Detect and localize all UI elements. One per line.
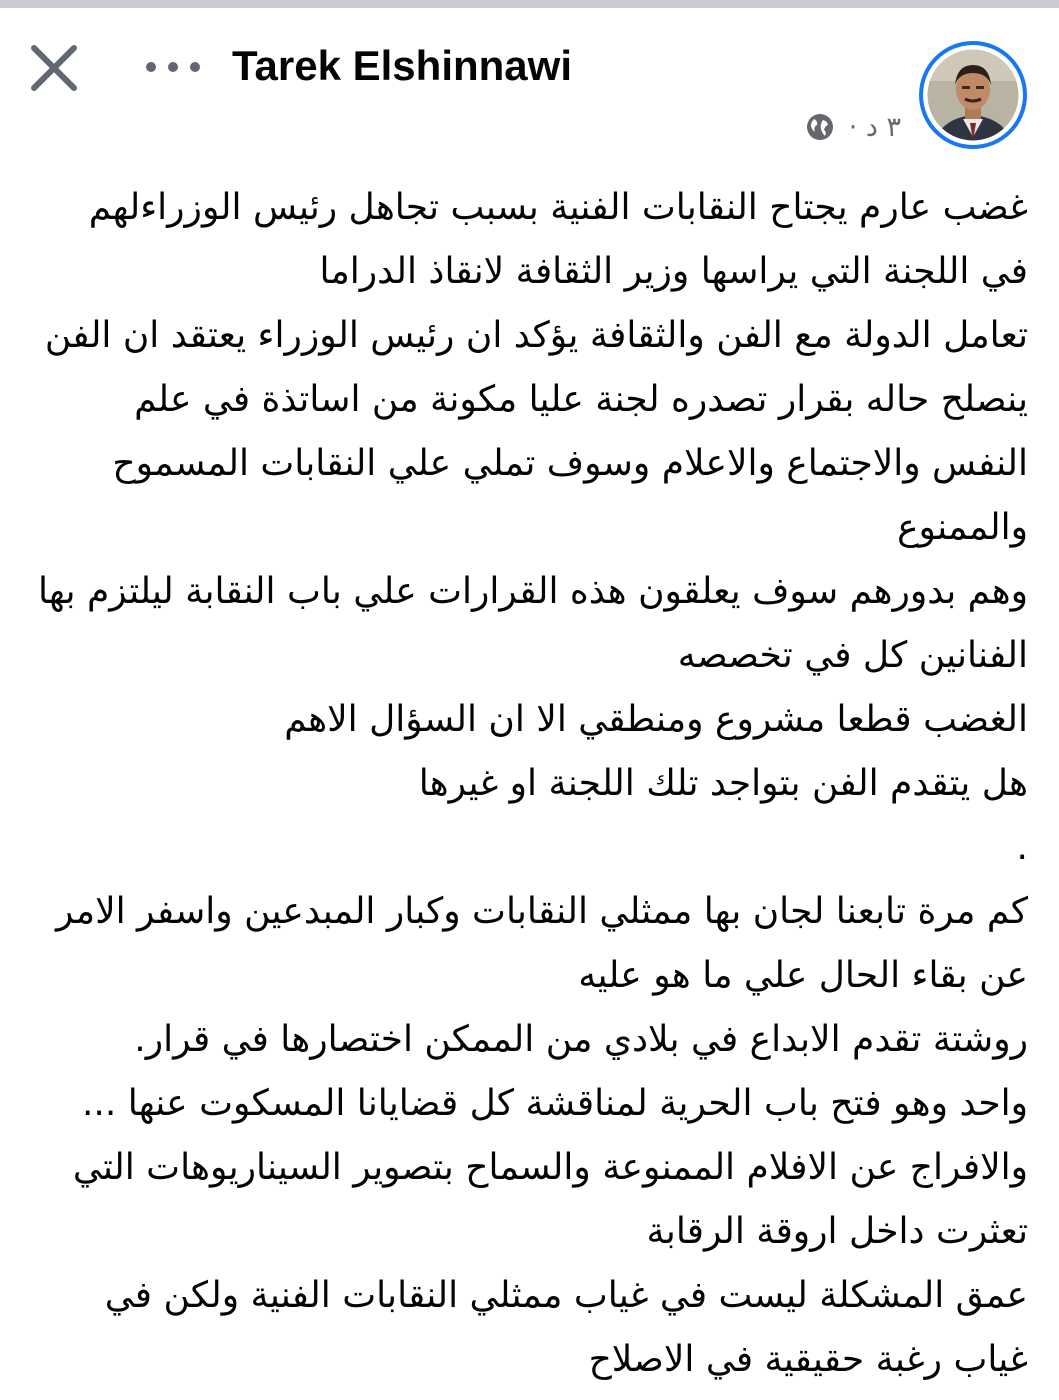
avatar[interactable] [919, 41, 1027, 149]
post-meta [805, 107, 901, 147]
post-line: غياب رغبة حقيقية في الاصلاح [588, 1339, 1028, 1380]
post-line: غضب عارم يجتاح النقابات الفنية بسبب تجاهل رئيس الوزراءلهم [88, 187, 1028, 228]
post-body [30, 176, 1028, 1392]
close-button[interactable] [26, 40, 82, 96]
post-line: في اللجنة التي يراسها وزير الثقافة لانقاذ الدراما [319, 251, 1028, 292]
post-line: ينصلح حاله بقرار تصدره لجنة عليا مكونة من اساتذة في علم [134, 379, 1028, 420]
post-line: الفنانين كل في تخصصه [677, 635, 1028, 676]
post-line: واحد وهو فتح باب الحرية لمناقشة كل قضايانا المسكوت عنها ... [81, 1083, 1028, 1124]
post-line: وهم بدورهم سوف يعلقون هذه القرارات علي باب النقابة ليلتزم بها [37, 571, 1028, 612]
close-icon [26, 40, 82, 96]
post-line: تعامل الدولة مع الفن والثقافة يؤكد ان رئيس الوزراء يعتقد ان الفن [44, 315, 1028, 356]
post-line: تعثرت داخل اروقة الرقابة [646, 1211, 1028, 1252]
post-line: والافراج عن الافلام الممنوعة والسماح بتصوير السيناريوهات التي [72, 1147, 1028, 1188]
post-line: عمق المشكلة ليست في غياب ممثلي النقابات الفنية ولكن في [104, 1275, 1028, 1316]
author-name[interactable]: Tarek Elshinnawi [232, 42, 572, 89]
post-line: روشتة تقدم الابداع في بلادي من الممكن اختصارها في قرار. [134, 1019, 1028, 1060]
post-line: والممنوع [897, 507, 1028, 548]
post-line: النفس والاجتماع والاعلام وسوف تملي علي النقابات المسموح [112, 443, 1028, 484]
post-line: كم مرة تابعنا لجان بها ممثلي النقابات وكبار المبدعين واسفر الامر [55, 891, 1028, 932]
post-line: هل يتقدم الفن بتواجد تلك اللجنة او غيرها [418, 763, 1028, 804]
post-timestamp[interactable]: ٣ د · [848, 111, 901, 143]
more-options-icon [143, 52, 203, 82]
more-options-button[interactable] [143, 52, 203, 82]
post-line: عن بقاء الحال علي ما هو عليه [578, 955, 1028, 996]
top-strip [0, 0, 1059, 8]
avatar-photo [919, 41, 1027, 149]
post-line: . [1016, 827, 1028, 868]
globe-icon [805, 112, 835, 142]
post-line: الغضب قطعا مشروع ومنطقي الا ان السؤال الاهم [284, 699, 1028, 740]
